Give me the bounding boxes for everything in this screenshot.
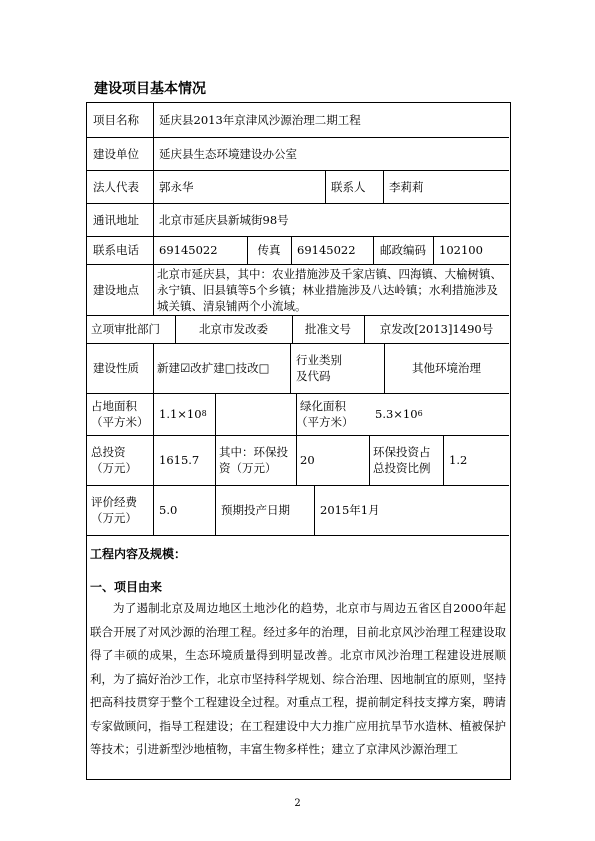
env-ratio-value: 1.2	[449, 453, 468, 467]
invest-label: 总投资 （万元）	[91, 445, 137, 475]
eval-fee-value: 5.0	[159, 503, 178, 517]
start-date-value: 2015年1月	[320, 503, 380, 517]
project-name-value: 延庆县2013年京津风沙源治理二期工程	[159, 113, 361, 127]
area-value: 1.1×10 8	[159, 407, 207, 421]
area-label: 占地面积 （平方米）	[91, 399, 149, 429]
contact-label: 联系人	[331, 179, 366, 194]
industry-label: 行业类别 及代码	[296, 353, 342, 383]
env-ratio-label: 环保投资占 总投资比例	[373, 445, 431, 475]
legal-rep-label: 法人代表	[93, 179, 139, 194]
intro-paragraph: 为了遏制北京及周边地区土地沙化的趋势，北京市与周边五省区自2000年起联合开展了对风沙源的治理工程。经过多年的治理，目前北京风沙治理工程建设取得了丰硕的成果，生态环境质量得到明显改善。北京市风沙治理工程建设进展顺利，为了搞好治沙工作，北京市坚持科学规划、综合治理、因地制宜的原则，坚持把高科技贯穿于整个工程建设全过程。对重点工程，提前制定科技支撑方案，聘请专家做顾问，指导工程建设；在工程建设中大力推广应用抗旱节水造林、植被保护等技术；引进新型沙地植物，丰富生物多样性；建立了京津风沙源治理工	[90, 601, 506, 756]
approval-dept-label: 立项审批部门	[91, 322, 160, 336]
green-value: 5.3×10 6	[375, 407, 423, 421]
unit-value: 延庆县生态环境建设办公室	[159, 146, 297, 161]
industry-value: 其他环境治理	[412, 361, 481, 375]
location-value: 北京市延庆县，其中：农业措施涉及千家店镇、四海镇、大榆树镇、永宁镇、旧县镇等5个乡镇；林业措施涉及八达岭镇；水利措施涉及城关镇、清泉铺两个小流域。	[157, 266, 502, 313]
approval-no-label: 批准文号	[305, 322, 351, 336]
env-invest-label: 其中：环保投 资（万元）	[219, 445, 288, 475]
page-number: 2	[294, 798, 301, 809]
location-label: 建设地点	[93, 282, 139, 297]
approval-no-value: 京发改[2013]1490号	[379, 322, 494, 336]
env-invest-value: 20	[300, 453, 315, 467]
postcode-label: 邮政编码	[380, 243, 426, 257]
fax-value: 69145022	[297, 243, 356, 257]
content-heading: 工程内容及规模：	[90, 547, 187, 561]
green-label: 绿化面积 （平方米）	[296, 399, 354, 429]
phone-label: 联系电话	[93, 243, 139, 257]
phone-value: 69145022	[159, 243, 218, 257]
unit-label: 建设单位	[93, 146, 139, 161]
address-label: 通讯地址	[93, 212, 139, 227]
contact-value: 李莉莉	[389, 179, 424, 194]
section-title: 建设项目基本情况	[94, 81, 206, 97]
invest-value: 1615.7	[159, 453, 200, 467]
address-value: 北京市延庆县新城街98号	[159, 212, 289, 227]
nature-value: 新建☑改扩建□技改□	[157, 361, 270, 375]
start-date-label: 预期投产日期	[221, 503, 290, 517]
legal-rep-value: 郭永华	[159, 179, 194, 194]
sub-heading: 一、项目由来	[90, 580, 163, 594]
project-name-label: 项目名称	[93, 113, 139, 127]
nature-label: 建设性质	[93, 361, 139, 375]
postcode-value: 102100	[439, 243, 483, 257]
eval-fee-label: 评价经费 （万元）	[91, 495, 137, 525]
fax-label: 传真	[257, 243, 281, 257]
approval-dept-value: 北京市发改委	[199, 322, 268, 336]
